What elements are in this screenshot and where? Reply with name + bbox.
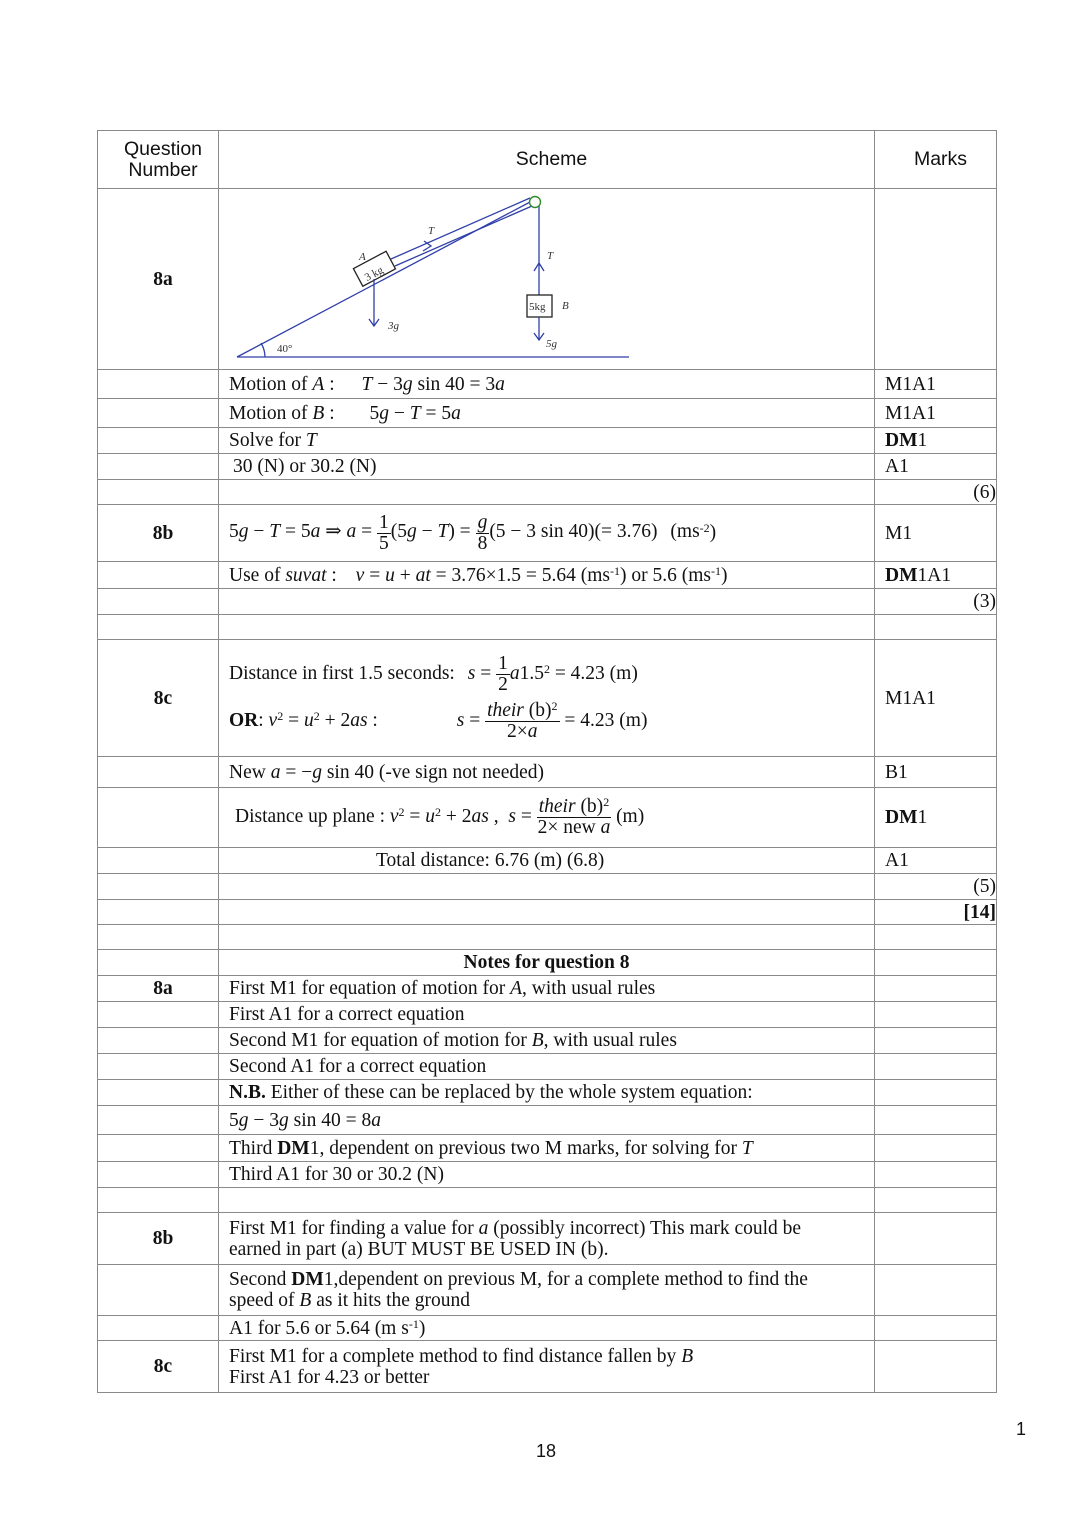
page-number: 18 [536,1441,557,1461]
table-row [98,1265,997,1316]
total-8c: (5) [875,874,997,900]
pulley-diagram [219,189,875,369]
note-line: First A1 for a correct equation [219,1002,875,1028]
scheme-cell: Motion of A : T − 3g sin 40 = 3a [219,370,875,399]
table-row [98,589,997,615]
weight-label-a: 3g [388,320,399,332]
table-row [98,1162,997,1188]
total-8b: (3) [875,589,997,615]
table-row [98,454,997,480]
grand-total: [14] [875,900,997,925]
diagram-row [98,189,997,370]
table-row [98,925,997,950]
block-a-mass: 3 kg [362,264,386,284]
angle-arc [261,343,265,357]
note-line: Third DM1, dependent on previous two M marks, for solving for T [219,1135,875,1162]
table-row [98,615,997,640]
table-row [98,505,997,562]
note-line: First M1 for equation of motion for A, with usual rules [219,976,875,1002]
question-label-8b: 8b [98,505,219,562]
mark-cell: DM1A1 [875,562,997,589]
table-row [98,757,997,788]
equation-v2: $v^2 = u^2 + 2as$ : [268,708,378,731]
note-equation: 5g − 3g sin 40 = 8a [219,1106,875,1135]
scheme-cell: Distance up plane : $v^2 = u^2 + 2as$ , s = $\frac{their (b)^2}{\text{2× new a}}$ (m) [219,788,875,848]
mark-cell: DM1 [875,788,997,848]
scheme-cell: Motion of B : 5g − T = 5a [219,399,875,428]
note-line: Third A1 for 30 or 30.2 (N) [219,1162,875,1188]
mark-cell: A1 [875,454,997,480]
notes-label-8c: 8c [98,1341,219,1393]
table-row [98,640,997,757]
mark-cell: M1 [875,505,997,562]
table-row [98,370,997,399]
note-line: First M1 for a complete method to find distance fallen by B First A1 for 4.23 or better [219,1341,875,1393]
table-row [98,1213,997,1265]
table-row [98,428,997,454]
table-row [98,950,997,976]
equation-new-a: a = −g sin 40 [270,761,374,783]
question-number-header: Question Number [98,131,219,189]
equation-up-plane: $v^2 = u^2 + 2as$ , s = $\frac{their (b)^2}{\text{2× new a}}$ (m) [389,795,645,838]
question-label-8a: 8a [98,189,219,370]
angle-label: 40° [277,343,293,355]
total-8a: (6) [875,480,997,505]
scheme-cell: New a = −g sin 40 (-ve sign not needed) [219,757,875,788]
incline-line [237,201,532,357]
marks-header: Marks [875,131,997,189]
table-row [98,562,997,589]
table-row [98,976,997,1002]
table-row [98,1341,997,1393]
table-row [98,1028,997,1054]
note-line: First M1 for finding a value for a (possibly incorrect) This mark could be earned in part (a) BUT MUST BE USED IN (b). [219,1213,875,1265]
table-row [98,1054,997,1080]
header-row [98,131,997,189]
block-b-mass: 5kg [529,301,546,313]
table-row [98,1106,997,1135]
table-row [98,900,997,925]
string-upper [391,198,530,259]
table-row [98,1188,997,1213]
notes-title: Notes for question 8 [219,950,875,976]
mark-cell: M1A1 [875,640,997,757]
table-row [98,1316,997,1341]
tension-label-2: T [547,250,554,262]
table-row [98,1002,997,1028]
equation-suvat: v = u + at = 3.76×1.5 = 5.64 [355,564,576,586]
equation-s-alt: s = $\frac{their (b)^2}{2\times a}$ = 4.23 (m) [456,699,648,742]
question-label-8c: 8c [98,640,219,757]
equation-a: T − 3g sin 40 = 3a [361,373,505,395]
label-a: A [359,251,366,263]
scheme-cell: Distance in first 1.5 seconds: s = $\frac{1}{2}$ $a1.5^2 = 4.23$ (m) OR: $v^2 = u^2 + 2as$ : s = $\frac{their (b)^2}{2\times a}$ = 4.23 (m) [219,640,875,757]
note-line: A1 for 5.6 or 5.64 (m $s^{-1}$) [219,1316,875,1341]
scheme-cell: 30 (N) or 30.2 (N) [219,454,875,480]
mark-scheme-table [97,130,997,1393]
table-row [98,1135,997,1162]
scheme-header: Scheme [219,131,875,189]
marks-empty [875,189,997,370]
corner-number: 1 [1016,1419,1027,1439]
table-row [98,1080,997,1106]
note-line: Second M1 for equation of motion for B, with usual rules [219,1028,875,1054]
table-row [98,874,997,900]
equation-8b: 5g − T = 5a ⇒ a = $\frac{1}{5}$ (5g − T) = $\frac{g}{8}$ (5 − 3 sin 40)(= 3.76) [229,511,663,554]
scheme-cell: Solve for T [219,428,875,454]
scheme-cell: 5g − T = 5a ⇒ a = $\frac{1}{5}$ (5g − T) = $\frac{g}{8}$ (5 − 3 sin 40)(= 3.76) $(ms^{-2})$ [219,505,875,562]
table-row [98,848,997,874]
string-lower [395,206,532,266]
label-b: B [562,300,569,312]
mark-cell: B1 [875,757,997,788]
note-line: N.B. Either of these can be replaced by the whole system equation: [219,1080,875,1106]
pulley [530,197,541,208]
note-line: Second DM1,dependent on previous M, for a complete method to find the speed of B as it hits the ground [219,1265,875,1316]
mark-cell: DM1 [875,428,997,454]
tension-label-1: T [428,225,435,237]
note-line: Second A1 for a correct equation [219,1054,875,1080]
table-row [98,480,997,505]
table-row [98,788,997,848]
mark-cell: A1 [875,848,997,874]
scheme-cell: Use of suvat : v = u + at = 3.76×1.5 = 5.64 $(ms^{-1})$ or 5.6 $(ms^{-1})$ [219,562,875,589]
table-row [98,399,997,428]
mark-cell: M1A1 [875,399,997,428]
weight-label-b: 5g [546,338,557,350]
notes-label-8a: 8a [98,976,219,1002]
diagram-cell [219,189,875,370]
equation-b: 5g − T = 5a [369,402,461,424]
scheme-cell: Total distance: 6.76 (m) (6.8) [219,848,875,874]
notes-label-8b: 8b [98,1213,219,1265]
equation-distance: s = $\frac{1}{2}$ $a1.5^2 = 4.23$ (m) [467,653,638,695]
mark-cell: M1A1 [875,370,997,399]
